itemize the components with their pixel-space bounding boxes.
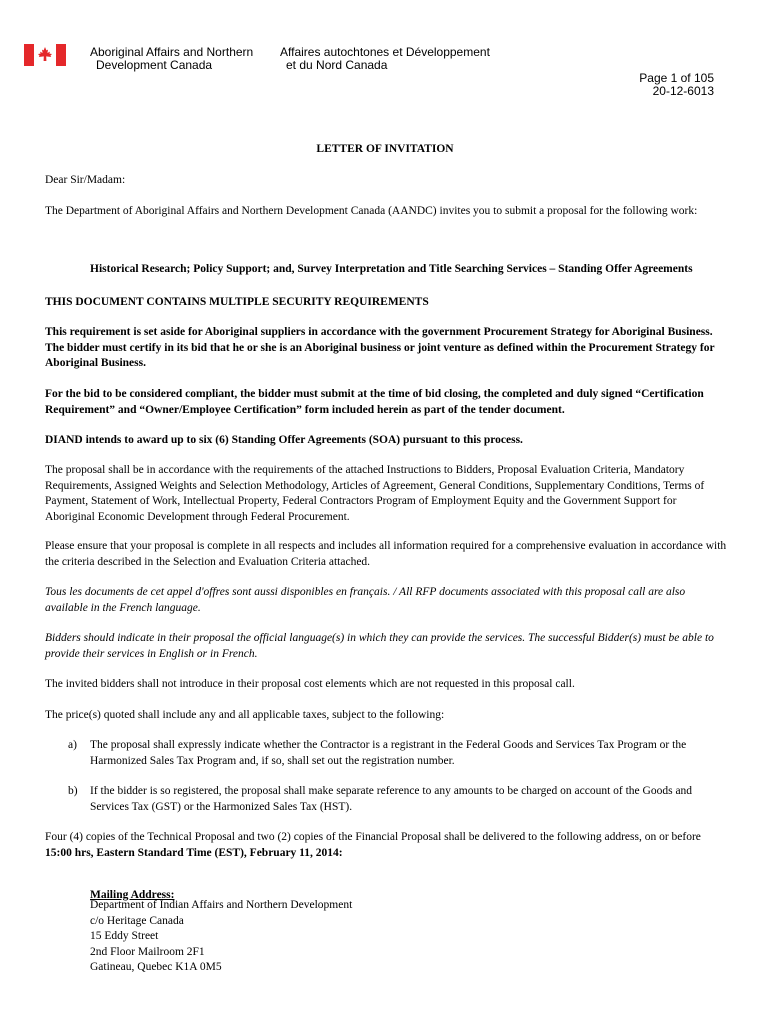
taxes-intro: The price(s) quoted shall include any and all applicable taxes, subject to the following: bbox=[45, 709, 445, 721]
list-item: The proposal shall expressly indicate whether the Contractor is a registrant in the Federal Goods and Services Tax Program or the Harmonized Sales Tax Program and, if so, shall set out the registration number. bbox=[90, 739, 687, 767]
award-paragraph: DIAND intends to award up to six (6) Standing Offer Agreements (SOA) pursuant to this process. bbox=[45, 434, 523, 446]
department-name-french-line1: Affaires autochtones et Développement bbox=[280, 45, 490, 59]
requirements-paragraph: The proposal shall be in accordance with the requirements of the attached Instructions to Bidders, Proposal Evaluation Criteria, Mandatory Requirements, Assigned Weights and Selection Methodology, Articles of Agreement, General Conditions, Supplementary Conditions, Terms of Payment, Statement of Work, Intellectual Property, Federal Contractors Program of Employment Equity and the Government Support for Aboriginal Economic Development through Federal Procurement. bbox=[45, 464, 705, 523]
mailing-address-heading: Mailing Address: bbox=[90, 888, 175, 901]
security-heading: THIS DOCUMENT CONTAINS MULTIPLE SECURITY REQUIREMENTS bbox=[45, 296, 429, 308]
delivery-text: Four (4) copies of the Technical Proposal and two (2) copies of the Financial Proposal shall be delivered to the following address, on or before bbox=[45, 831, 701, 843]
mailing-address bbox=[90, 898, 727, 976]
document-reference: 20-12-6013 bbox=[652, 84, 714, 98]
address-line: Gatineau, Quebec K1A 0M5 bbox=[90, 961, 222, 973]
cost-elements-paragraph: The invited bidders shall not introduce in their proposal cost elements which are not requested in this proposal call. bbox=[45, 678, 575, 690]
compliance-paragraph: For the bid to be considered compliant, the bidder must submit at the time of bid closing, the completed and duly signed “Certification Requirement” and “Owner/Employee Certification” form included herein as part of the tender document. bbox=[45, 388, 704, 416]
letter-title: LETTER OF INVITATION bbox=[316, 143, 454, 155]
official-language-note: Bidders should indicate in their proposal the official language(s) in which they can provide the services. The successful Bidder(s) must be able to provide their services in English or in French. bbox=[45, 632, 714, 660]
department-name-english-line1: Aboriginal Affairs and Northern bbox=[90, 45, 254, 59]
page-info bbox=[600, 72, 714, 98]
department-name-french-line2: et du Nord Canada bbox=[286, 58, 388, 72]
canada-flag-icon bbox=[24, 44, 66, 66]
address-line: 2nd Floor Mailroom 2F1 bbox=[90, 945, 205, 958]
french-availability-note: Tous les documents de cet appel d'offres sont aussi disponibles en français. / All RFP documents associated with this proposal call are also available in the French language. bbox=[45, 586, 686, 614]
work-title: Historical Research; Policy Support; and, Survey Interpretation and Title Searching Services – Standing Offer Agreements bbox=[90, 262, 693, 275]
address-line: c/o Heritage Canada bbox=[90, 914, 184, 927]
department-name-english bbox=[90, 46, 270, 72]
intro-paragraph: The Department of Aboriginal Affairs and Northern Development Canada (AANDC) invites you to submit a proposal for the following work: bbox=[45, 205, 698, 217]
list-marker: b) bbox=[68, 785, 78, 797]
salutation: Dear Sir/Madam: bbox=[45, 174, 126, 186]
address-line: Department of Indian Affairs and Northern Development bbox=[90, 899, 353, 911]
completeness-paragraph: Please ensure that your proposal is complete in all respects and includes all information required for a comprehensive evaluation in accordance with the criteria described in the Selection and Evaluation Criteria attached. bbox=[45, 540, 727, 568]
delivery-paragraph bbox=[45, 830, 727, 861]
department-name-english-line2: Development Canada bbox=[96, 58, 213, 72]
set-aside-paragraph: This requirement is set aside for Aboriginal suppliers in accordance with the government Procurement Strategy for Aboriginal Business. The bidder must certify in its bid that he or she is an Aboriginal business or joint venture as defined within the Procurement Strategy for Aboriginal Business. bbox=[45, 326, 715, 369]
list-marker: a) bbox=[68, 739, 77, 751]
department-name-french bbox=[280, 46, 520, 72]
address-line: 15 Eddy Street bbox=[90, 930, 159, 942]
page-number: Page 1 of 105 bbox=[639, 71, 714, 85]
list-item: If the bidder is so registered, the proposal shall make separate reference to any amounts to be charged on account of the Goods and Services Tax (GST) or the Harmonized Sales Tax (HST). bbox=[90, 785, 693, 813]
delivery-deadline: 15:00 hrs, Eastern Standard Time (EST), February 11, 2014: bbox=[45, 846, 343, 859]
